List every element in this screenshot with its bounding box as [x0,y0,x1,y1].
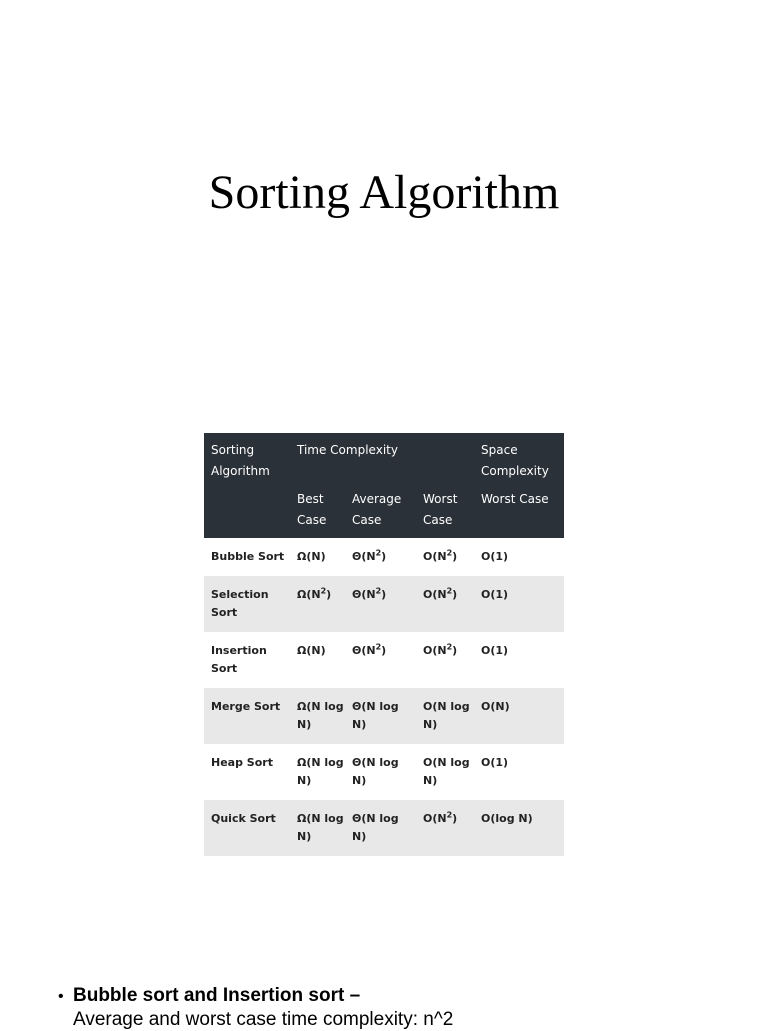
row-name-cell-text: Selection Sort [211,588,269,619]
space-cell [474,538,564,576]
table-header-row [204,433,564,489]
exponent: 2 [375,586,382,596]
row-name-cell [204,538,290,576]
space-cell [474,632,564,688]
average-case-cell [345,632,416,688]
header-worst-case: Worst Case [416,489,474,538]
best-case-cell-text: Ω(N) [297,644,326,657]
row-name-cell [204,632,290,688]
space-cell-text: O(1) [481,588,509,601]
closing-paren: ) [381,644,387,657]
average-case-cell-text: Θ(N [352,550,376,563]
bullet-dot-icon: • [58,988,64,1005]
space-cell [474,576,564,632]
closing-paren: ) [452,644,458,657]
row-name-cell [204,688,290,744]
header-sorting-algorithm: Sorting Algorithm [204,433,290,489]
exponent: 2 [375,642,382,652]
space-cell [474,688,564,744]
row-name-cell-text: Merge Sort [211,700,281,713]
bullet-heading: Bubble sort and Insertion sort – [73,985,361,1006]
bullet-subtext: Average and worst case time complexity: n^2 [73,1009,454,1030]
bullet-item [58,985,758,1007]
header-empty [204,489,290,538]
best-case-cell-text: Ω(N [297,588,321,601]
table-row [204,744,564,800]
worst-case-cell-text: O(N [423,588,447,601]
worst-case-cell [416,688,474,744]
average-case-cell [345,538,416,576]
exponent: 2 [446,586,453,596]
average-case-cell [345,800,416,856]
space-cell-text: O(N) [481,700,510,713]
row-name-cell [204,800,290,856]
closing-paren: ) [452,812,458,825]
worst-case-cell-text: O(N log N) [423,756,470,787]
worst-case-cell-text: O(N [423,812,447,825]
exponent: 2 [375,548,382,558]
complexity-table-container [204,433,564,864]
best-case-cell [290,632,345,688]
worst-case-cell [416,538,474,576]
row-name-cell-text: Quick Sort [211,812,276,825]
table-body [204,538,564,856]
exponent: 2 [320,586,327,596]
header-space-worst-case: Worst Case [474,489,564,538]
space-cell-text: O(1) [481,756,509,769]
best-case-cell [290,538,345,576]
worst-case-cell-text: O(N [423,644,447,657]
average-case-cell-text: Θ(N log N) [352,756,399,787]
worst-case-cell [416,632,474,688]
exponent: 2 [446,548,453,558]
complexity-table [204,433,564,856]
table-row [204,576,564,632]
space-cell [474,744,564,800]
best-case-cell [290,576,345,632]
table-row [204,632,564,688]
best-case-cell-text: Ω(N) [297,550,326,563]
header-best-case: Best Case [290,489,345,538]
closing-paren: ) [326,588,332,601]
best-case-cell-text: Ω(N log N) [297,756,344,787]
best-case-cell [290,688,345,744]
closing-paren: ) [381,550,387,563]
average-case-cell [345,688,416,744]
space-cell-text: O(log N) [481,812,533,825]
worst-case-cell [416,744,474,800]
exponent: 2 [446,642,453,652]
table-row [204,538,564,576]
header-time-complexity: Time Complexity [290,433,474,489]
average-case-cell-text: Θ(N log N) [352,812,399,843]
header-space-complexity: Space Complexity [474,433,564,489]
average-case-cell-text: Θ(N [352,588,376,601]
best-case-cell-text: Ω(N log N) [297,700,344,731]
space-cell-text: O(1) [481,550,509,563]
worst-case-cell [416,800,474,856]
worst-case-cell [416,576,474,632]
average-case-cell [345,744,416,800]
table-row [204,800,564,856]
average-case-cell-text: Θ(N [352,644,376,657]
closing-paren: ) [381,588,387,601]
closing-paren: ) [452,588,458,601]
row-name-cell [204,744,290,800]
worst-case-cell-text: O(N log N) [423,700,470,731]
bullet-list [58,985,758,1031]
average-case-cell [345,576,416,632]
table-subheader-row [204,489,564,538]
row-name-cell-text: Heap Sort [211,756,273,769]
row-name-cell [204,576,290,632]
average-case-cell-text: Θ(N log N) [352,700,399,731]
header-average-case: Average Case [345,489,416,538]
row-name-cell-text: Insertion Sort [211,644,267,675]
space-cell [474,800,564,856]
best-case-cell [290,744,345,800]
closing-paren: ) [452,550,458,563]
best-case-cell [290,800,345,856]
page-title: Sorting Algorithm [208,166,560,219]
best-case-cell-text: Ω(N log N) [297,812,344,843]
space-cell-text: O(1) [481,644,509,657]
exponent: 2 [446,810,453,820]
row-name-cell-text: Bubble Sort [211,550,285,563]
worst-case-cell-text: O(N [423,550,447,563]
table-row [204,688,564,744]
